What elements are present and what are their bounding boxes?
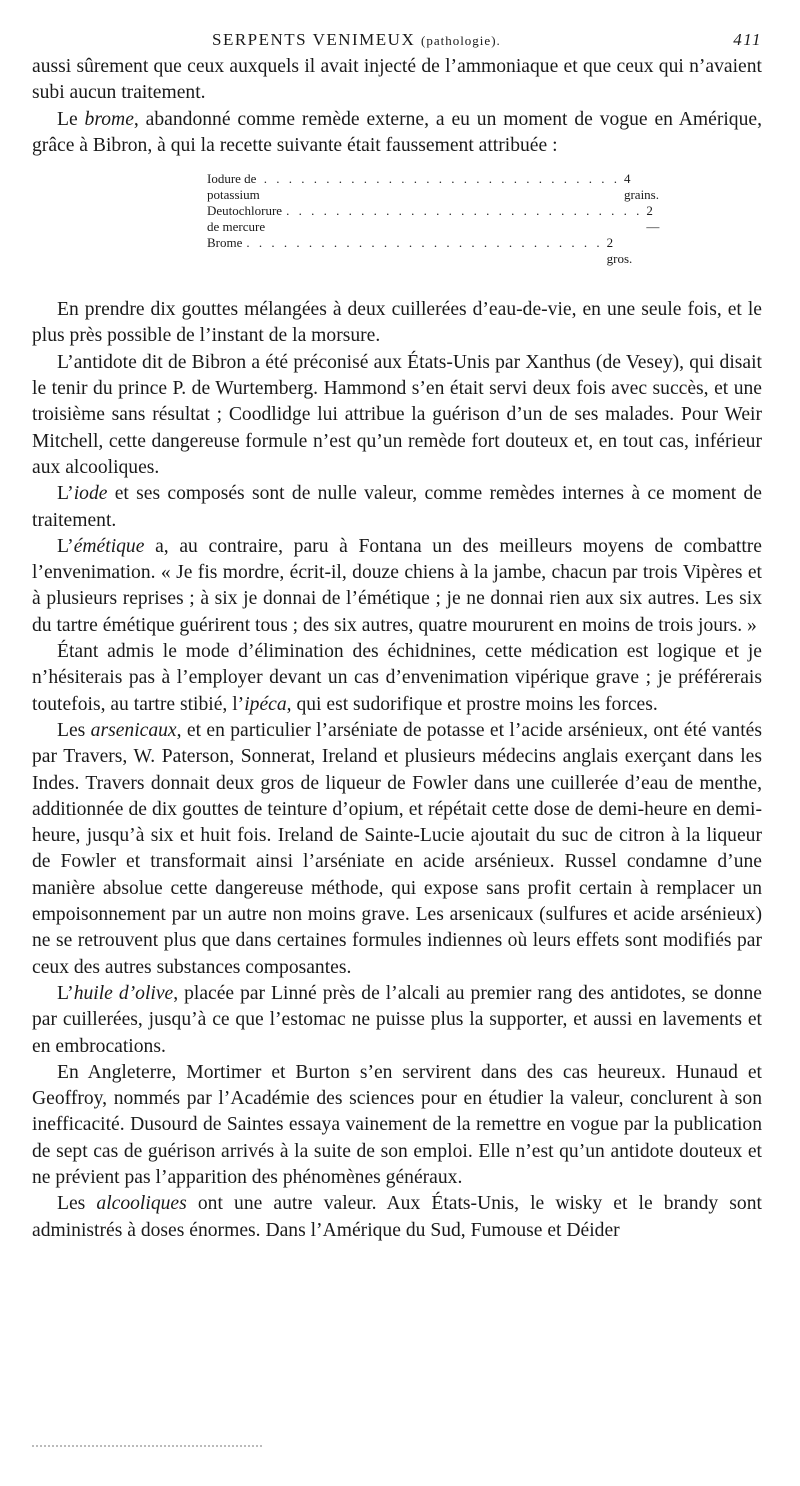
recipe-item <box>207 203 660 235</box>
recipe-quantity: 2 gros. <box>606 235 633 267</box>
recipe-quantity: 4 grains. <box>623 171 659 203</box>
paragraph-5: L’iode et ses composés sont de nulle valeur, comme remèdes internes à ce moment de traitement. <box>32 483 762 531</box>
paragraph-3: En prendre dix gouttes mélangées à deux cuillerées d’eau-de-vie, en une seule fois, et le plus près possible de l’instant de la morsure. <box>32 299 762 347</box>
paragraph-2: Le brome, abandonné comme remède externe, a eu un moment de vogue en Amérique, grâce à Bibron, à qui la recette suivante était faussement attribuée : <box>32 108 762 156</box>
term-ipeca: ipéca <box>244 693 287 715</box>
paragraph-7: Étant admis le mode d’élimination des échidnines, cette médication est logique et je n’hésiterais pas à l’employer devant un cas d’envenimation vipérique grave ; je préférerais toutefois, au tartre stibié, l’ipéca, qui est sudorifique et prostre moins les forces. <box>32 641 762 715</box>
recipe-item <box>207 235 633 267</box>
term-iode: iode <box>73 483 108 505</box>
footer-rule <box>32 1445 262 1447</box>
recipe-list <box>207 171 660 267</box>
paragraph-1: aussi sûrement que ceux auxquels il avait injecté de l’ammoniaque et que ceux qui n’avaient subi aucun traitement. <box>32 56 762 104</box>
paragraph-9: L’huile d’olive, placée par Linné près de l’alcali au premier rang des antidotes, se donne par cuillerées, jusqu’à ce que l’estomac ne puisse plus la supporter, et aussi en lavements et en embrocations. <box>32 982 762 1057</box>
term-alcooliques: alcooliques <box>96 1193 187 1215</box>
header-section: (pathologie). <box>420 33 501 48</box>
running-header <box>32 30 762 54</box>
leader-dots: . . . . . . . . . . . . . . . . . . . . . . . . . . . . . <box>263 171 620 187</box>
paragraph-11: Les alcooliques ont une autre valeur. Aux États-Unis, le wisky et le brandy sont administrés à doses énormes. Dans l’Amérique du Sud, Fumouse et Déider <box>32 1193 762 1241</box>
recipe-ingredient: Iodure de potassium <box>207 171 260 203</box>
recipe-quantity: 2 — <box>646 203 660 235</box>
paragraph-4: L’antidote dit de Bibron a été préconisé aux États-Unis par Xanthus (de Vesey), qui disait le tenir du prince P. de Wurtemberg. Hammond s’en était servi deux fois avec succès, et une troisième sans résultat ; Coodlidge lui attribue la guérison d’un de ses malades. Pour Weir Mitchell, cette dangereuse formule n’est qu’un remède fort douteux et, en tout cas, inférieur aux alcooliques. <box>32 351 762 478</box>
page <box>32 30 762 1244</box>
leader-dots: . . . . . . . . . . . . . . . . . . . . . . . . . . . . . <box>286 203 643 219</box>
term-huile-olive: huile d’olive <box>73 982 174 1004</box>
term-emetique: émétique <box>73 535 145 557</box>
header-title: SERPENTS VENIMEUX <box>212 30 416 49</box>
running-title <box>212 30 501 50</box>
paragraph-10: En Angleterre, Mortimer et Burton s’en servirent dans des cas heureux. Hunaud et Geoffroy, nommés par l’Académie des sciences pour en étudier la valeur, conclurent à son inefficacité. Dusourd de Saintes essaya vainement de la remettre en vogue par la publication de sept cas de guérison arrivés à la suite de son emploi. Elle n’est qu’un antidote douteux et ne prévient pas l’apparition des phénomènes généraux. <box>32 1061 762 1188</box>
paragraph-8: Les arsenicaux, et en particulier l’arséniate de potasse et l’acide arsénieux, ont été vantés par Travers, W. Paterson, Sonnerat, Ireland et plusieurs médecins anglais exerçant dans les Indes. Travers donnait deux gros de liqueur de Fowler dans une cuillerée d’eau de menthe, additionnée de dix gouttes de teinture d’opium, et répétait cette dose de demi-heure en demi-heure, jusqu’à six et huit fois. Ireland de Sainte-Lucie ajoutait du suc de citron à la liqueur de Fowler et transformait ainsi l’arséniate en acide arsénieux. Russel condamne d’une manière absolue cette dangereuse méthode, qui expose sans profit certain à remplacer un empoisonnement par un autre non moins grave. Les arsenicaux (sulfures et acide arsénieux) ne se retrouvent plus que dans certaines formules indiennes où leurs effets sont modifiés par ceux des autres substances composantes. <box>32 719 762 978</box>
term-brome: brome <box>84 108 134 130</box>
paragraph-6: L’émétique a, au contraire, paru à Fontana un des meilleurs moyens de combattre l’envenimation. « Je fis mordre, écrit-il, douze chiens à la jambe, chacun par trois Vipères et à plusieurs reprises ; à six je donnai de l’émétique ; je ne donnai rien aux six autres. Les six du tartre émétique guérirent tous ; des six autres, quatre moururent en moins de trois jours. » <box>32 535 762 636</box>
recipe-item <box>207 171 659 203</box>
page-number: 411 <box>733 30 762 49</box>
recipe-ingredient: Brome <box>207 235 243 251</box>
leader-dots: . . . . . . . . . . . . . . . . . . . . . . . . . . . . . <box>246 235 603 251</box>
recipe-ingredient: Deutochlorure de mercure <box>207 203 283 235</box>
term-arsenicaux: arsenicaux <box>90 719 177 741</box>
